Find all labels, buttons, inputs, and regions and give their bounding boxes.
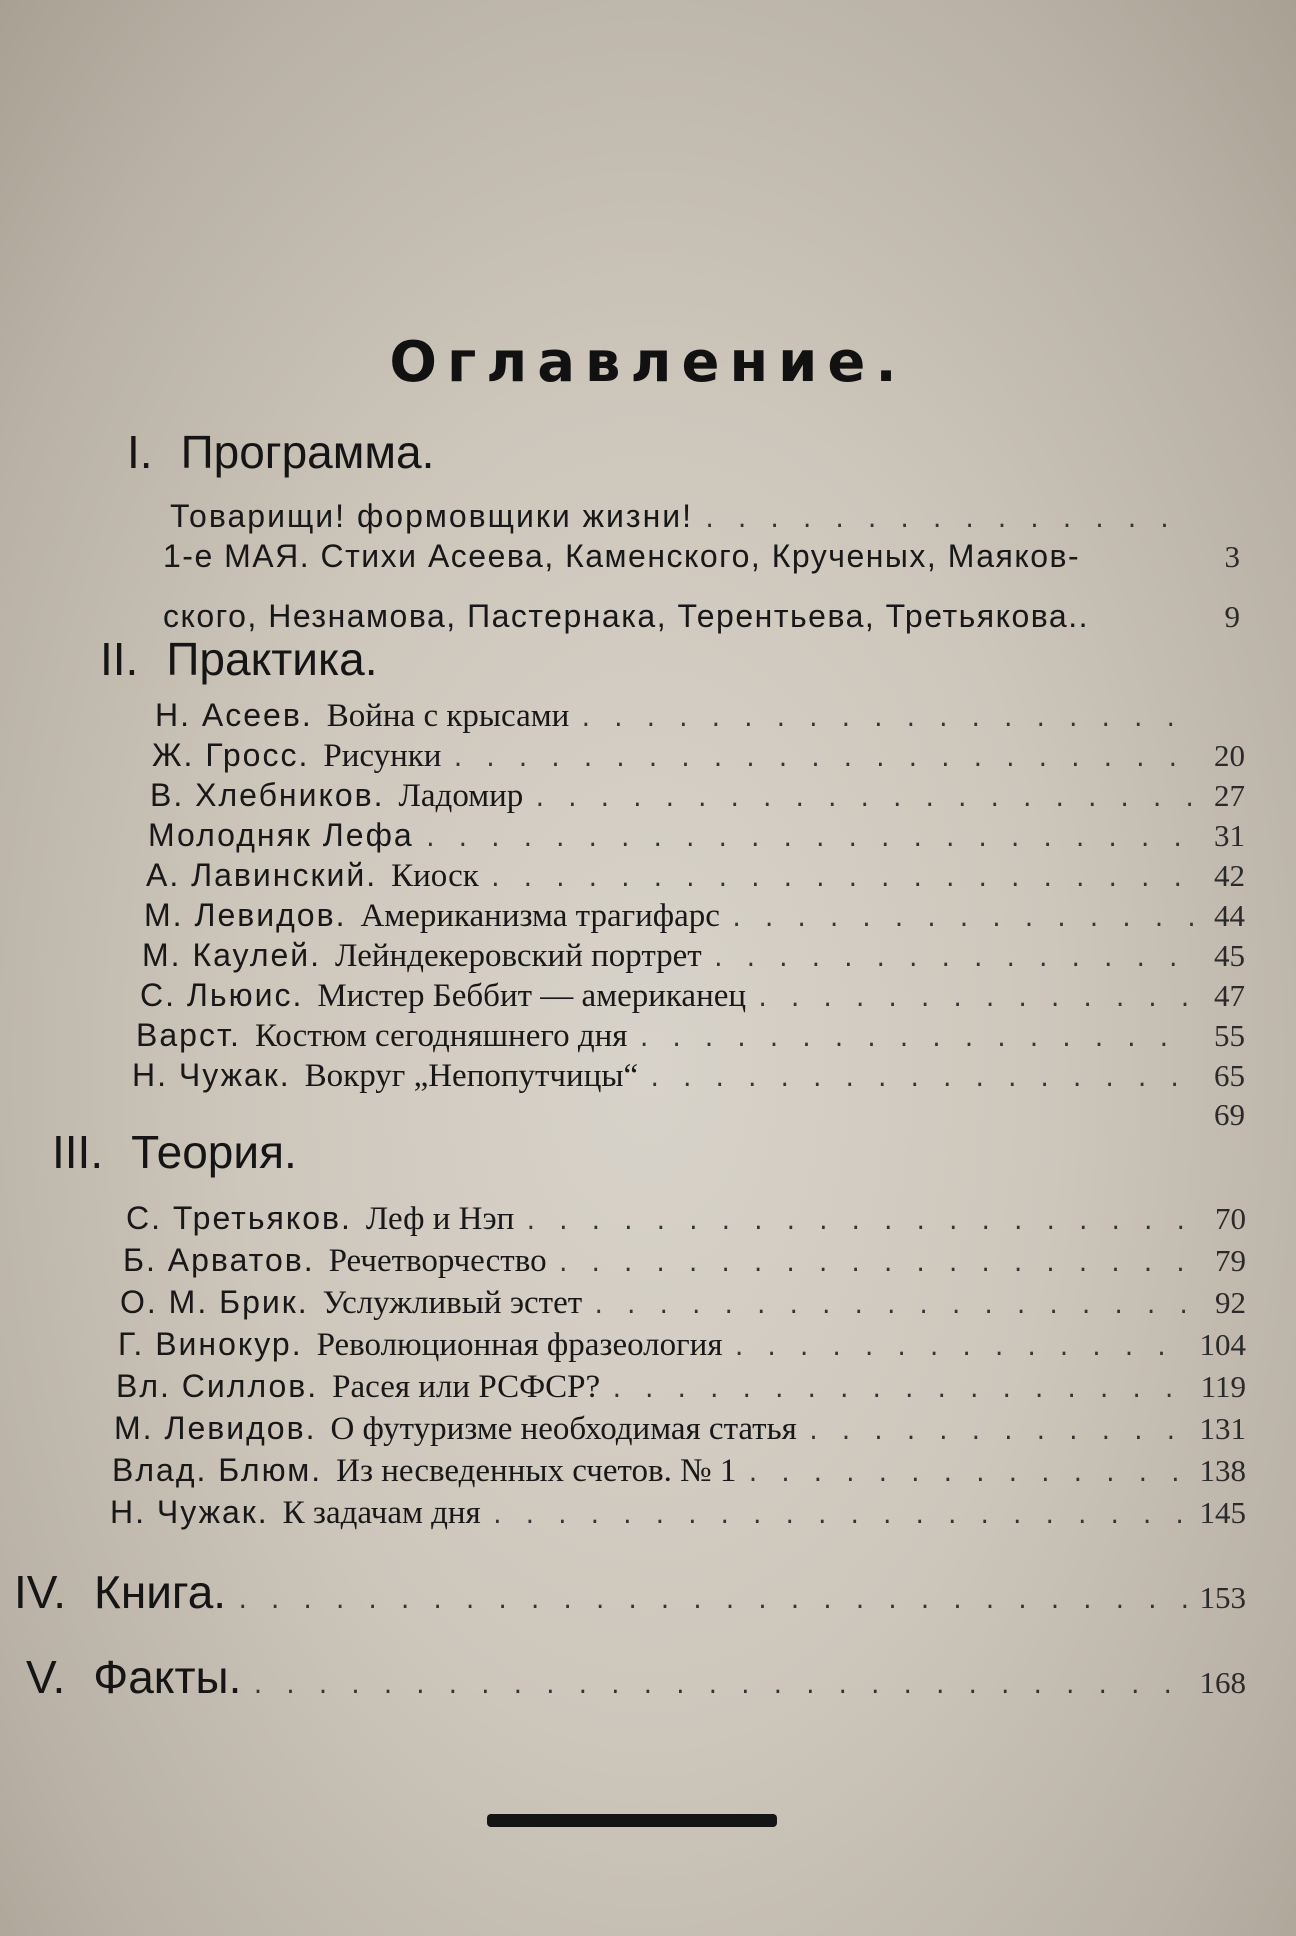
toc-entry [148,817,1245,854]
section-numeral: I. [127,426,153,478]
entry-title: Костюм сегодняшнего дня [254,1018,628,1054]
section-1-heading [127,425,434,479]
leader-dots [712,947,1193,972]
page-number: 27 [1214,778,1245,813]
leader-dots [637,1027,1193,1052]
toc-entry [136,1017,1245,1055]
leader-dots [592,1294,1194,1319]
section-numeral: IV. [14,1566,67,1618]
section-5-heading [26,1650,1246,1704]
toc-entry [112,1452,1246,1490]
entry-title: Речетворчество [328,1243,547,1279]
leader-dots [451,747,1193,772]
entry-title: О футуризме необходимая статья [330,1411,797,1447]
entry-author: М. Левидов. [114,1410,317,1446]
entry-title: Американизма трагифарс [360,898,720,934]
toc-entry [126,1200,1246,1238]
leader-dots [733,1336,1190,1361]
entry-author: Н. Асеев. [155,697,313,733]
leader-dots [524,1210,1194,1235]
toc-entry [152,737,1245,775]
toc-entry [132,1057,1245,1095]
entry-title: Лейндекеровский портрет [335,938,702,974]
entry-author: Варст. [136,1017,241,1053]
entry-author: Б. Арватов. [123,1242,315,1278]
entry-title: Леф и Нэп [365,1201,515,1237]
page-number: 9 [1224,599,1240,634]
leader-dots [251,1674,1189,1699]
toc-entry [118,1326,1246,1364]
toc-entry [120,1284,1246,1322]
entry-title: Расея или РСФСР? [332,1369,601,1405]
section-title: Теория. [131,1126,297,1178]
section-title: Книга. [94,1566,227,1618]
page-number: 42 [1214,858,1245,893]
leader-dots [703,508,1188,533]
page-number: 65 [1214,1058,1245,1093]
entry-title: Услужливый эстет [322,1285,583,1321]
entry-author: Н. Чужак. [132,1057,291,1093]
page-number: 138 [1199,1453,1246,1488]
toc-entry [140,977,1245,1015]
entry-author: Молодняк Лефа [148,817,414,853]
leader-dots [489,867,1193,892]
toc-entry [170,498,1240,535]
entry-author: А. Лавинский. [146,857,378,893]
closing-rule [487,1814,777,1827]
section-heading-text [26,1650,241,1704]
entry-text: 1-е МАЯ. Стихи Асеева, Каменского, Крученых, Маяков- [163,538,1081,574]
section-numeral: III. [52,1126,104,1178]
entry-author: Ж. Гросс. [152,737,310,773]
page-number: 31 [1214,818,1245,853]
leader-dots [610,1378,1190,1403]
entry-title: Война с крысами [326,698,570,734]
entry-author: О. М. Брик. [120,1284,309,1320]
toc-entry [114,1410,1246,1448]
entry-title: Рисунки [323,738,442,774]
page-number: 69 [1214,1097,1245,1132]
leader-dots [491,1504,1190,1529]
toc-entry [155,697,1245,735]
toc-entry [144,897,1245,935]
entry-author: С. Льюис. [140,977,304,1013]
leader-dots [730,907,1193,932]
page-number: 119 [1200,1369,1246,1404]
section-heading-text [14,1565,226,1619]
leader-dots [807,1420,1190,1445]
toc-entry [110,1494,1246,1532]
toc-entry [123,1242,1246,1280]
leader-dots [533,787,1193,812]
entry-author: Вл. Силлов. [116,1368,319,1404]
leader-dots [746,1462,1189,1487]
page-number: 153 [1199,1580,1246,1615]
section-3-heading [52,1125,297,1179]
page-number: 70 [1215,1201,1246,1236]
toc-entry [150,777,1245,815]
section-numeral: V. [26,1651,66,1703]
entry-title: Революционная фразеология [316,1327,723,1363]
page-number: 79 [1215,1243,1246,1278]
entry-title: Вокруг „Непопутчицы“ [304,1058,639,1094]
toc-entry [142,937,1245,975]
toc-entry [116,1368,1246,1406]
page-number: 168 [1199,1665,1246,1700]
section-numeral: II. [100,633,139,685]
entry-author: Влад. Блюм. [112,1452,323,1488]
page-title: Оглавление. [389,330,907,395]
toc-entry [132,1097,1245,1133]
leader-dots [424,827,1193,852]
toc-entry [146,857,1245,895]
entry-title: Из несведенных счетов. № 1 [336,1453,737,1489]
toc-entry-continuation [163,598,1240,635]
entry-author: Н. Чужак. [110,1494,269,1530]
entry-author: С. Третьяков. [126,1200,352,1236]
section-title: Практика. [166,633,378,685]
entry-title: Киоск [391,858,479,894]
page-number: 55 [1214,1018,1245,1053]
page-number: 104 [1199,1327,1246,1362]
leader-dots [579,707,1193,732]
section-2-heading [100,632,377,686]
entry-author: М. Левидов. [144,897,347,933]
page-number: 20 [1214,738,1245,773]
entry-text: Товарищи! формовщики жизни! [170,498,694,534]
page-number: 47 [1214,978,1245,1013]
entry-author: Г. Винокур. [118,1326,303,1362]
leader-dots [648,1067,1193,1092]
section-4-heading [14,1565,1246,1619]
page-number: 44 [1214,898,1245,933]
entry-author: В. Хлебников. [150,777,385,813]
entry-title: Мистер Беббит — американец [317,978,747,1014]
entry-title: Ладомир [398,778,524,814]
entry-author: М. Каулей. [142,937,322,973]
section-title: Факты. [93,1651,242,1703]
leader-dots [236,1589,1189,1614]
toc-entry [163,538,1240,575]
leader-dots [756,987,1193,1012]
page-number: 92 [1215,1285,1246,1320]
leader-dots [557,1252,1194,1277]
section-title: Программа. [180,426,435,478]
page-number: 145 [1199,1495,1246,1530]
entry-title: К задачам дня [282,1495,481,1531]
page-number: 45 [1214,938,1245,973]
entry-text: ского, Незнамова, Пастернака, Терентьева, Третьякова.. [163,598,1089,634]
page-number: 131 [1199,1411,1246,1446]
page-number: 3 [1224,539,1240,574]
